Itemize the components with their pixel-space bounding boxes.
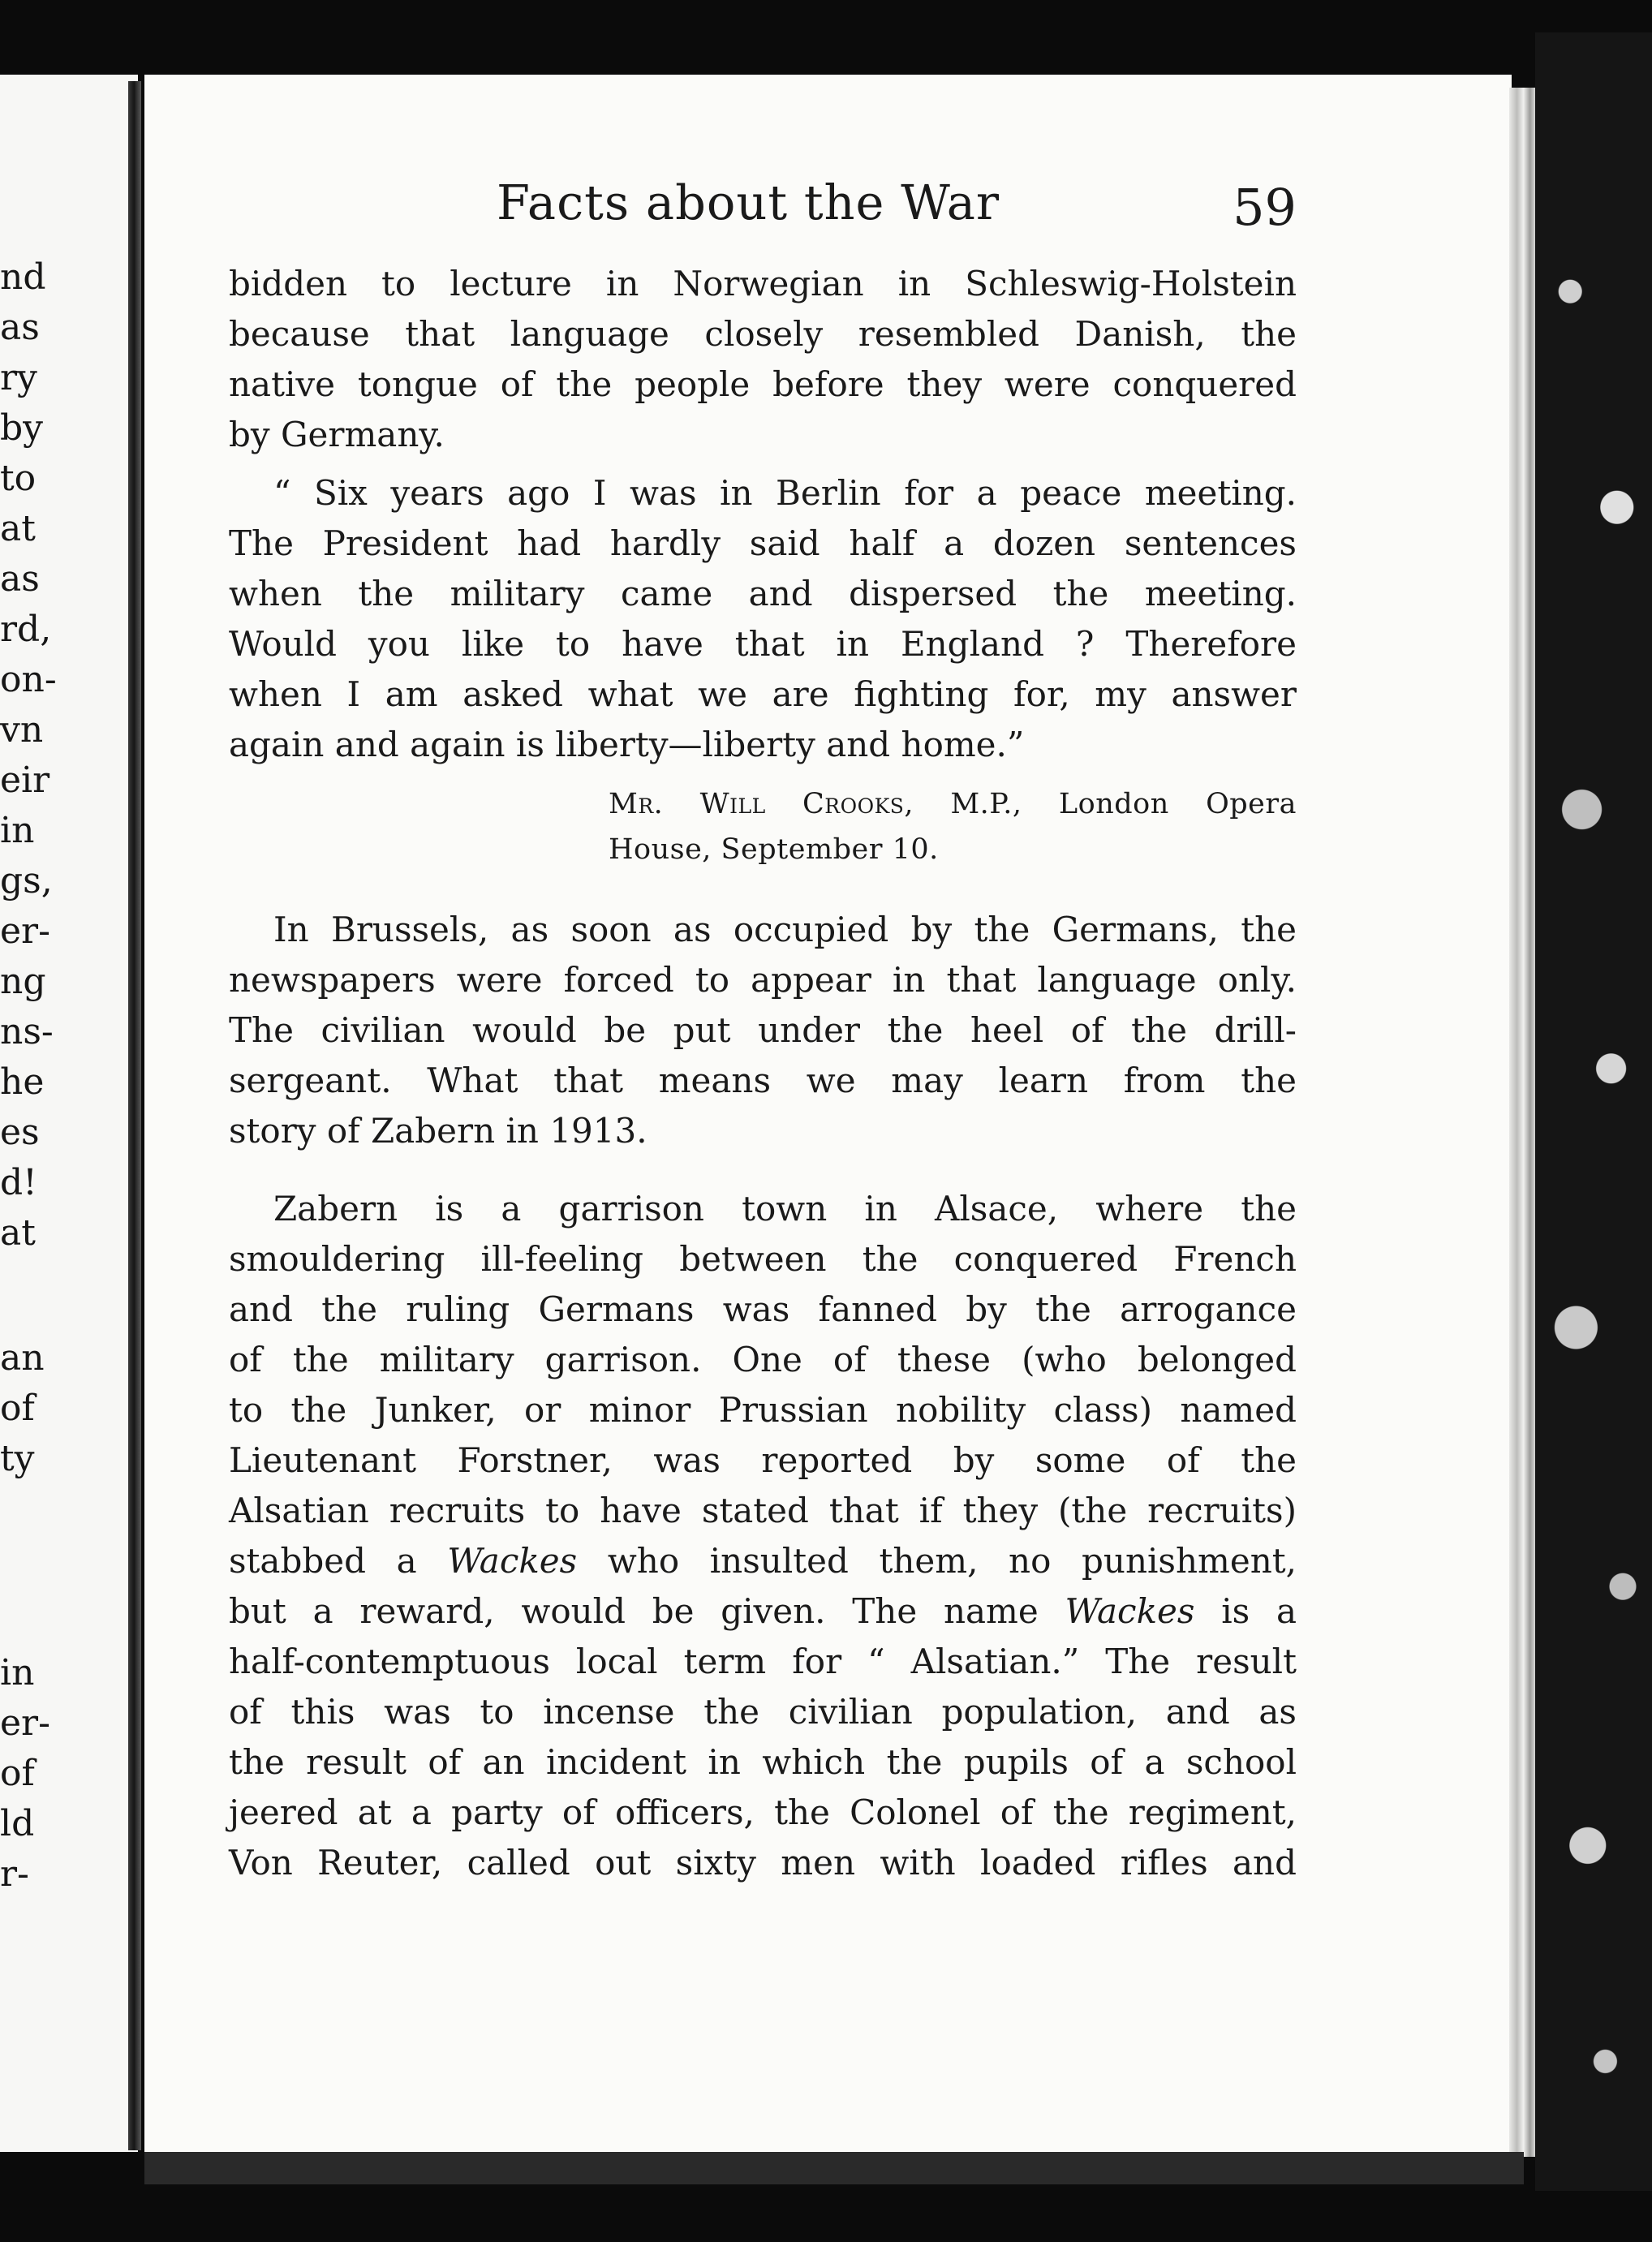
previous-page-fragment: gs,	[0, 860, 53, 902]
page-number: 59	[1233, 178, 1297, 237]
page-stack-edge	[1509, 88, 1535, 2157]
quote-line: when the military came and dispersed the meeting.	[229, 574, 1297, 613]
previous-page-fragment: as	[0, 307, 40, 348]
attribution-name: Mr. Will Crooks, M.P.,	[609, 788, 1022, 820]
previous-page-fragment: r-	[0, 1853, 29, 1895]
previous-page-fragment: rd,	[0, 609, 52, 650]
paragraph-line: the result of an incident in which the pupils of a school	[229, 1742, 1297, 1782]
previous-page-fragment: er-	[0, 910, 50, 952]
attribution-place: London Opera	[1058, 788, 1297, 820]
paragraph-line: native tongue of the people before they were conquered	[229, 364, 1297, 404]
quote-line: The President had hardly said half a dozen sentences	[229, 523, 1297, 563]
paragraph-line: bidden to lecture in Norwegian in Schleswig-Holstein	[229, 264, 1297, 303]
line-text: who insulted them, no punishment,	[577, 1541, 1297, 1581]
previous-page-fragment: by	[0, 407, 44, 449]
page-bottom-shadow	[144, 2152, 1524, 2184]
paragraph-line: to the Junker, or minor Prussian nobility class) named	[229, 1390, 1297, 1430]
italic-term: Wackes	[1065, 1591, 1195, 1631]
quote-attribution	[609, 790, 1297, 819]
previous-page-fragment: nd	[0, 256, 46, 298]
previous-page-fragment: eir	[0, 760, 50, 801]
paragraph-line: newspapers were forced to appear in that language only.	[229, 960, 1297, 1000]
paragraph-line: Alsatian recruits to have stated that if they (the recruits)	[229, 1491, 1297, 1530]
line-text: stabbed a	[229, 1541, 448, 1581]
paragraph-line: because that language closely resembled Danish, the	[229, 314, 1297, 354]
previous-page-fragment: d!	[0, 1162, 37, 1203]
previous-page-fragment: at	[0, 508, 36, 549]
previous-page-fragment: vn	[0, 709, 44, 751]
italic-term: Wackes	[447, 1541, 578, 1581]
paragraph-line: half-contemptuous local term for “ Alsatian.” The result	[229, 1642, 1297, 1681]
paragraph-line	[229, 1591, 1297, 1631]
attribution-date: House, September 10.	[609, 833, 939, 866]
page-header	[229, 174, 1297, 239]
quote-line: again and again is liberty—liberty and home.”	[229, 725, 1025, 764]
paragraph-line: of the military garrison. One of these (who belonged	[229, 1340, 1297, 1379]
paragraph-line: story of Zabern in 1913.	[229, 1111, 647, 1151]
paragraph-line	[229, 1541, 1297, 1581]
paragraph-line: Lieutenant Forstner, was reported by some of the	[229, 1440, 1297, 1480]
previous-page-fragment: ry	[0, 357, 37, 398]
previous-page-fragment: ng	[0, 961, 46, 1002]
marbled-endpaper	[1535, 32, 1652, 2191]
running-head: Facts about the War	[497, 174, 1000, 230]
previous-page-fragment: ld	[0, 1803, 35, 1844]
paragraph-line: sergeant. What that means we may learn from the	[229, 1061, 1297, 1100]
previous-page-edge	[0, 75, 138, 2152]
book-gutter	[128, 81, 141, 2150]
quote-line: Would you like to have that in England ? Therefore	[229, 624, 1297, 664]
previous-page-fragment: es	[0, 1112, 40, 1153]
previous-page-fragment: ns-	[0, 1011, 54, 1052]
previous-page-fragment: er-	[0, 1702, 50, 1744]
previous-page-fragment: he	[0, 1061, 45, 1103]
paragraph-line: and the ruling Germans was fanned by the arrogance	[229, 1289, 1297, 1329]
quote-line: “ Six years ago I was in Berlin for a peace meeting.	[273, 473, 1297, 513]
paragraph-line: In Brussels, as soon as occupied by the Germans, the	[273, 910, 1297, 949]
previous-page-fragment: at	[0, 1212, 36, 1254]
paragraph-line: jeered at a party of officers, the Colonel of the regiment,	[229, 1792, 1297, 1832]
previous-page-fragment: as	[0, 558, 40, 600]
paragraph-line: by Germany.	[229, 415, 445, 454]
previous-page-fragment: to	[0, 458, 37, 499]
previous-page-fragment: of	[0, 1388, 35, 1429]
line-text: but a reward, would be given. The name	[229, 1591, 1065, 1631]
previous-page-fragment: on-	[0, 659, 57, 700]
paragraph-line: Zabern is a garrison town in Alsace, where the	[273, 1189, 1297, 1229]
paragraph-line: of this was to incense the civilian population, and as	[229, 1692, 1297, 1732]
previous-page-fragment: in	[0, 810, 35, 851]
quote-line: when I am asked what we are fighting for, my answer	[229, 674, 1297, 714]
previous-page-fragment: of	[0, 1753, 35, 1794]
previous-page-fragment: in	[0, 1652, 35, 1693]
paragraph-line: Von Reuter, called out sixty men with loaded rifles and	[229, 1843, 1297, 1883]
line-text: is a	[1194, 1591, 1297, 1631]
paragraph-line: The civilian would be put under the heel of the drill-	[229, 1010, 1297, 1050]
paragraph-line: smouldering ill-feeling between the conquered French	[229, 1239, 1297, 1279]
previous-page-fragment: an	[0, 1337, 45, 1379]
previous-page-fragment: ty	[0, 1438, 35, 1479]
